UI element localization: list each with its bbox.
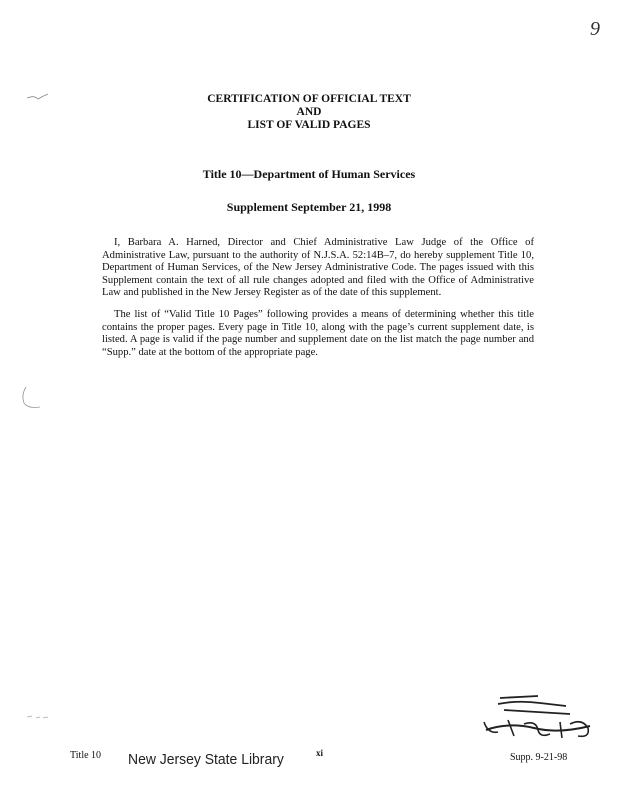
corner-page-mark: 9 bbox=[590, 18, 600, 40]
margin-smudge-middle bbox=[18, 385, 48, 413]
footer-supplement-date: Supp. 9-21-98 bbox=[510, 752, 568, 763]
supplement-date-heading: Supplement September 21, 1998 bbox=[226, 200, 392, 214]
title-heading: Title 10—Department of Human Services bbox=[202, 167, 416, 181]
body-paragraph-1: I, Barbara A. Harned, Director and Chief Administrative Law Judge of the Office of Administrative Law, pursuant to the authority of N.J.S.A. 52:14B–7, do hereby supplement Title 10, Department of Human Services, of the New Jersey Administrative Code. The pages issued with this Supplement contain the text of all rule changes adopted and filed with the Office of Administrative Law and published in the New Jersey Register as of the date of this supplement. bbox=[102, 237, 534, 299]
margin-smudge-bottom bbox=[26, 712, 50, 722]
handwritten-scribble-icon bbox=[478, 690, 596, 744]
body-paragraph-2: The list of “Valid Title 10 Pages” following provides a means of determining whether this title contains the proper pages. Every page in Title 10, along with the page’s current supplement date, is listed. A page is valid if the page number and supplement date on the list match the page number and “Supp.” date at the bottom of the appropriate page. bbox=[102, 309, 534, 358]
footer-title: Title 10 bbox=[70, 750, 102, 761]
library-stamp: New Jersey State Library bbox=[128, 751, 284, 768]
header-line-2: AND bbox=[296, 106, 322, 118]
certification-header bbox=[0, 93, 618, 132]
header-line-3: LIST OF VALID PAGES bbox=[247, 119, 371, 131]
header-line-1: CERTIFICATION OF OFFICIAL TEXT bbox=[207, 93, 411, 105]
footer-page-number: xi bbox=[316, 748, 324, 758]
